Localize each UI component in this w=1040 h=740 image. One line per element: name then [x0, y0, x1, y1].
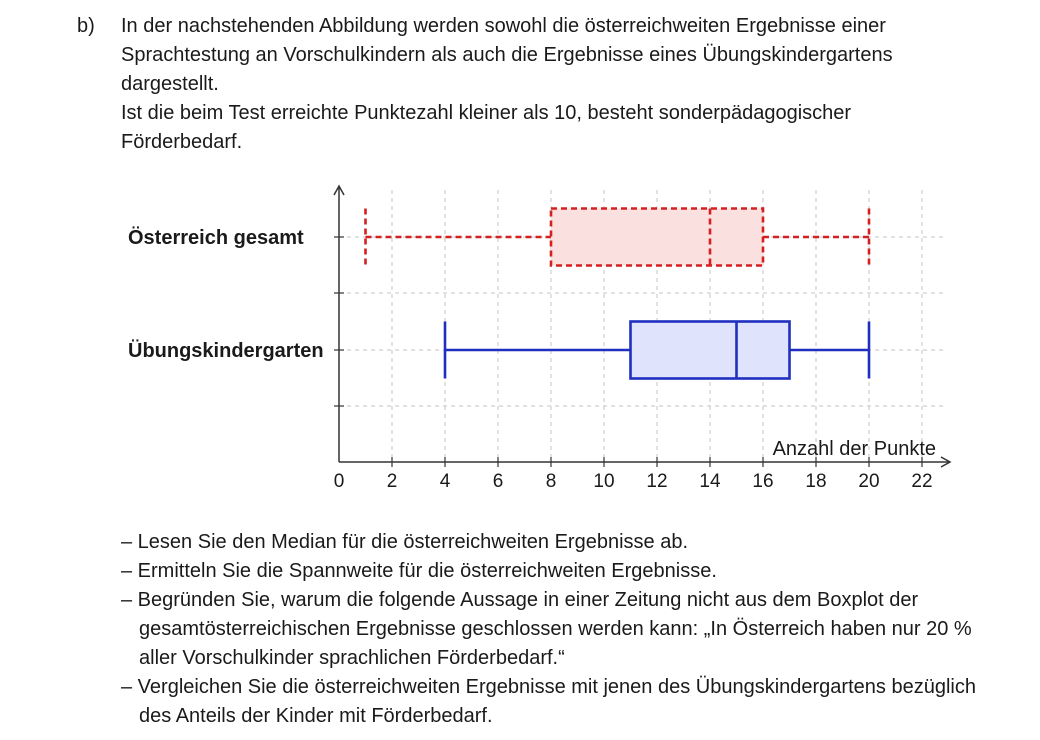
labels: [128, 226, 936, 492]
x-tick-label: 20: [858, 471, 880, 492]
x-tick-label: 2: [386, 471, 398, 492]
x-tick-label: 4: [439, 471, 451, 492]
box-iqr: [631, 322, 790, 379]
x-axis-label: Anzahl der Punkte: [772, 438, 936, 460]
x-tick-label: 18: [805, 471, 827, 492]
question-item: – Lesen Sie den Median für die österreichweiten Ergebnisse ab.: [121, 531, 689, 553]
category-label: Österreich gesamt: [128, 227, 304, 249]
x-tick-label: 8: [545, 471, 557, 492]
intro-line: Sprachtestung an Vorschulkindern als auch die Ergebnisse eines Übungskindergartens: [121, 44, 893, 66]
boxplots: [366, 209, 870, 379]
box-iqr: [551, 209, 763, 266]
task-label: b): [77, 15, 95, 37]
x-tick-label: 14: [699, 471, 721, 492]
intro-line: dargestellt.: [121, 73, 219, 95]
category-label: Übungskindergarten: [128, 340, 324, 362]
question-item: – Vergleichen Sie die österreichweiten Ergebnisse mit jenen des Übungskindergartens bezüglich des Anteils der Kinder mit Förderbedarf.: [121, 676, 976, 727]
question-list: [121, 528, 1001, 731]
question-item: – Begründen Sie, warum die folgende Aussage in einer Zeitung nicht aus dem Boxplot der gesamtösterreichischen Ergebnisse geschlossen werden kann: „In Österreich haben nur 20 % aller Vorschulkinder sprachlichen Förderbedarf.“: [121, 589, 972, 669]
intro-line: Förderbedarf.: [121, 131, 243, 153]
x-tick-label: 6: [492, 471, 504, 492]
intro-line: In der nachstehenden Abbildung werden sowohl die österreichweiten Ergebnisse einer: [121, 15, 886, 37]
question-item: – Ermitteln Sie die Spannweite für die österreichweiten Ergebnisse.: [121, 560, 717, 582]
boxplot-oesterreich-gesamt: [366, 209, 870, 266]
intro-line: Ist die beim Test erreichte Punktezahl kleiner als 10, besteht sonderpädagogischer: [121, 102, 852, 124]
x-tick-label: 0: [333, 471, 345, 492]
x-tick-label: 10: [593, 471, 615, 492]
boxplot-uebungskindergarten: [445, 322, 869, 379]
x-tick-label: 12: [646, 471, 668, 492]
x-tick-label: 16: [752, 471, 774, 492]
x-tick-label: 22: [911, 471, 933, 492]
